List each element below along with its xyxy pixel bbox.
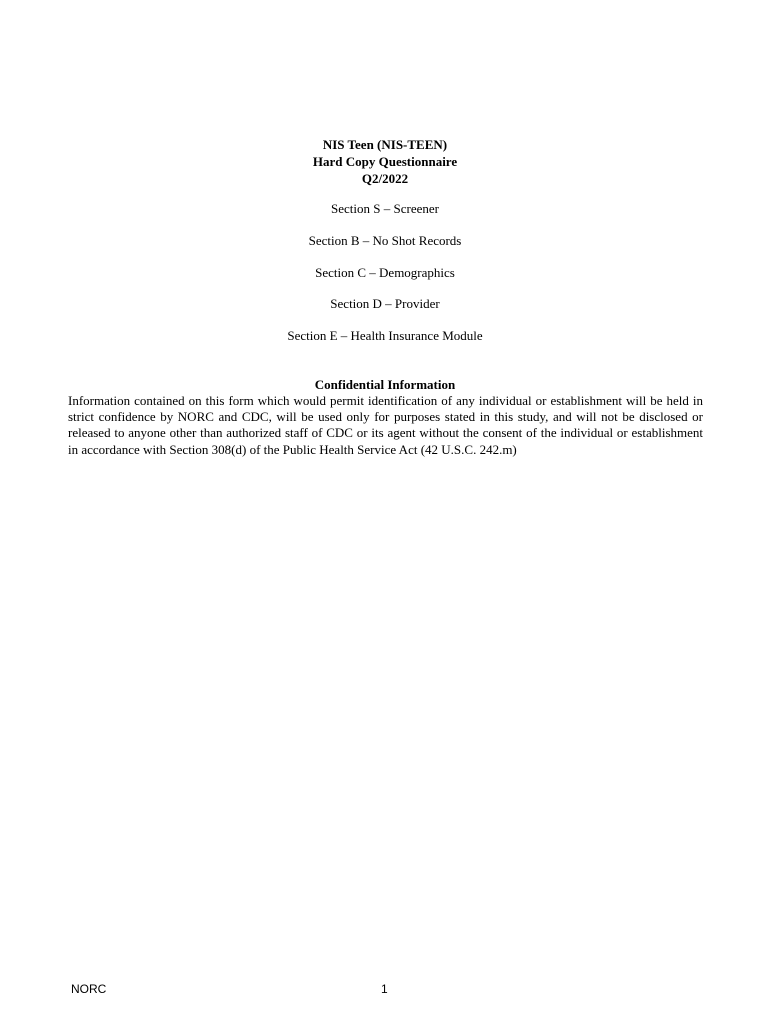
section-item-health-insurance: Section E – Health Insurance Module [287, 328, 483, 343]
section-list [0, 200, 770, 359]
section-item-screener: Section S – Screener [331, 201, 439, 216]
footer-organization: NORC [71, 982, 107, 996]
section-item-no-shot-records: Section B – No Shot Records [308, 232, 462, 248]
confidential-heading: Confidential Information [314, 377, 456, 392]
title-line-quarter: Q2/2022 [361, 171, 409, 186]
document-title [0, 136, 770, 187]
footer-page-number: 1 [381, 982, 388, 996]
section-item-demographics: Section C – Demographics [315, 264, 455, 280]
title-line-document-type: Hard Copy Questionnaire [312, 154, 458, 169]
section-item-provider: Section D – Provider [330, 296, 440, 312]
confidential-statement: Information contained on this form which would permit identification of any individual or establishment will be held in strict confidence by NORC and CDC, will be used only for purposes stated in this study, and will not be disclosed or released to anyone other than authorized staff of CDC or its agent without the consent of the individual or establishment in accordance with Section 308(d) of the Public Health Service Act (42 U.S.C. 242.m) [68, 393, 703, 457]
title-line-survey-name: NIS Teen (NIS-TEEN) [322, 137, 448, 152]
